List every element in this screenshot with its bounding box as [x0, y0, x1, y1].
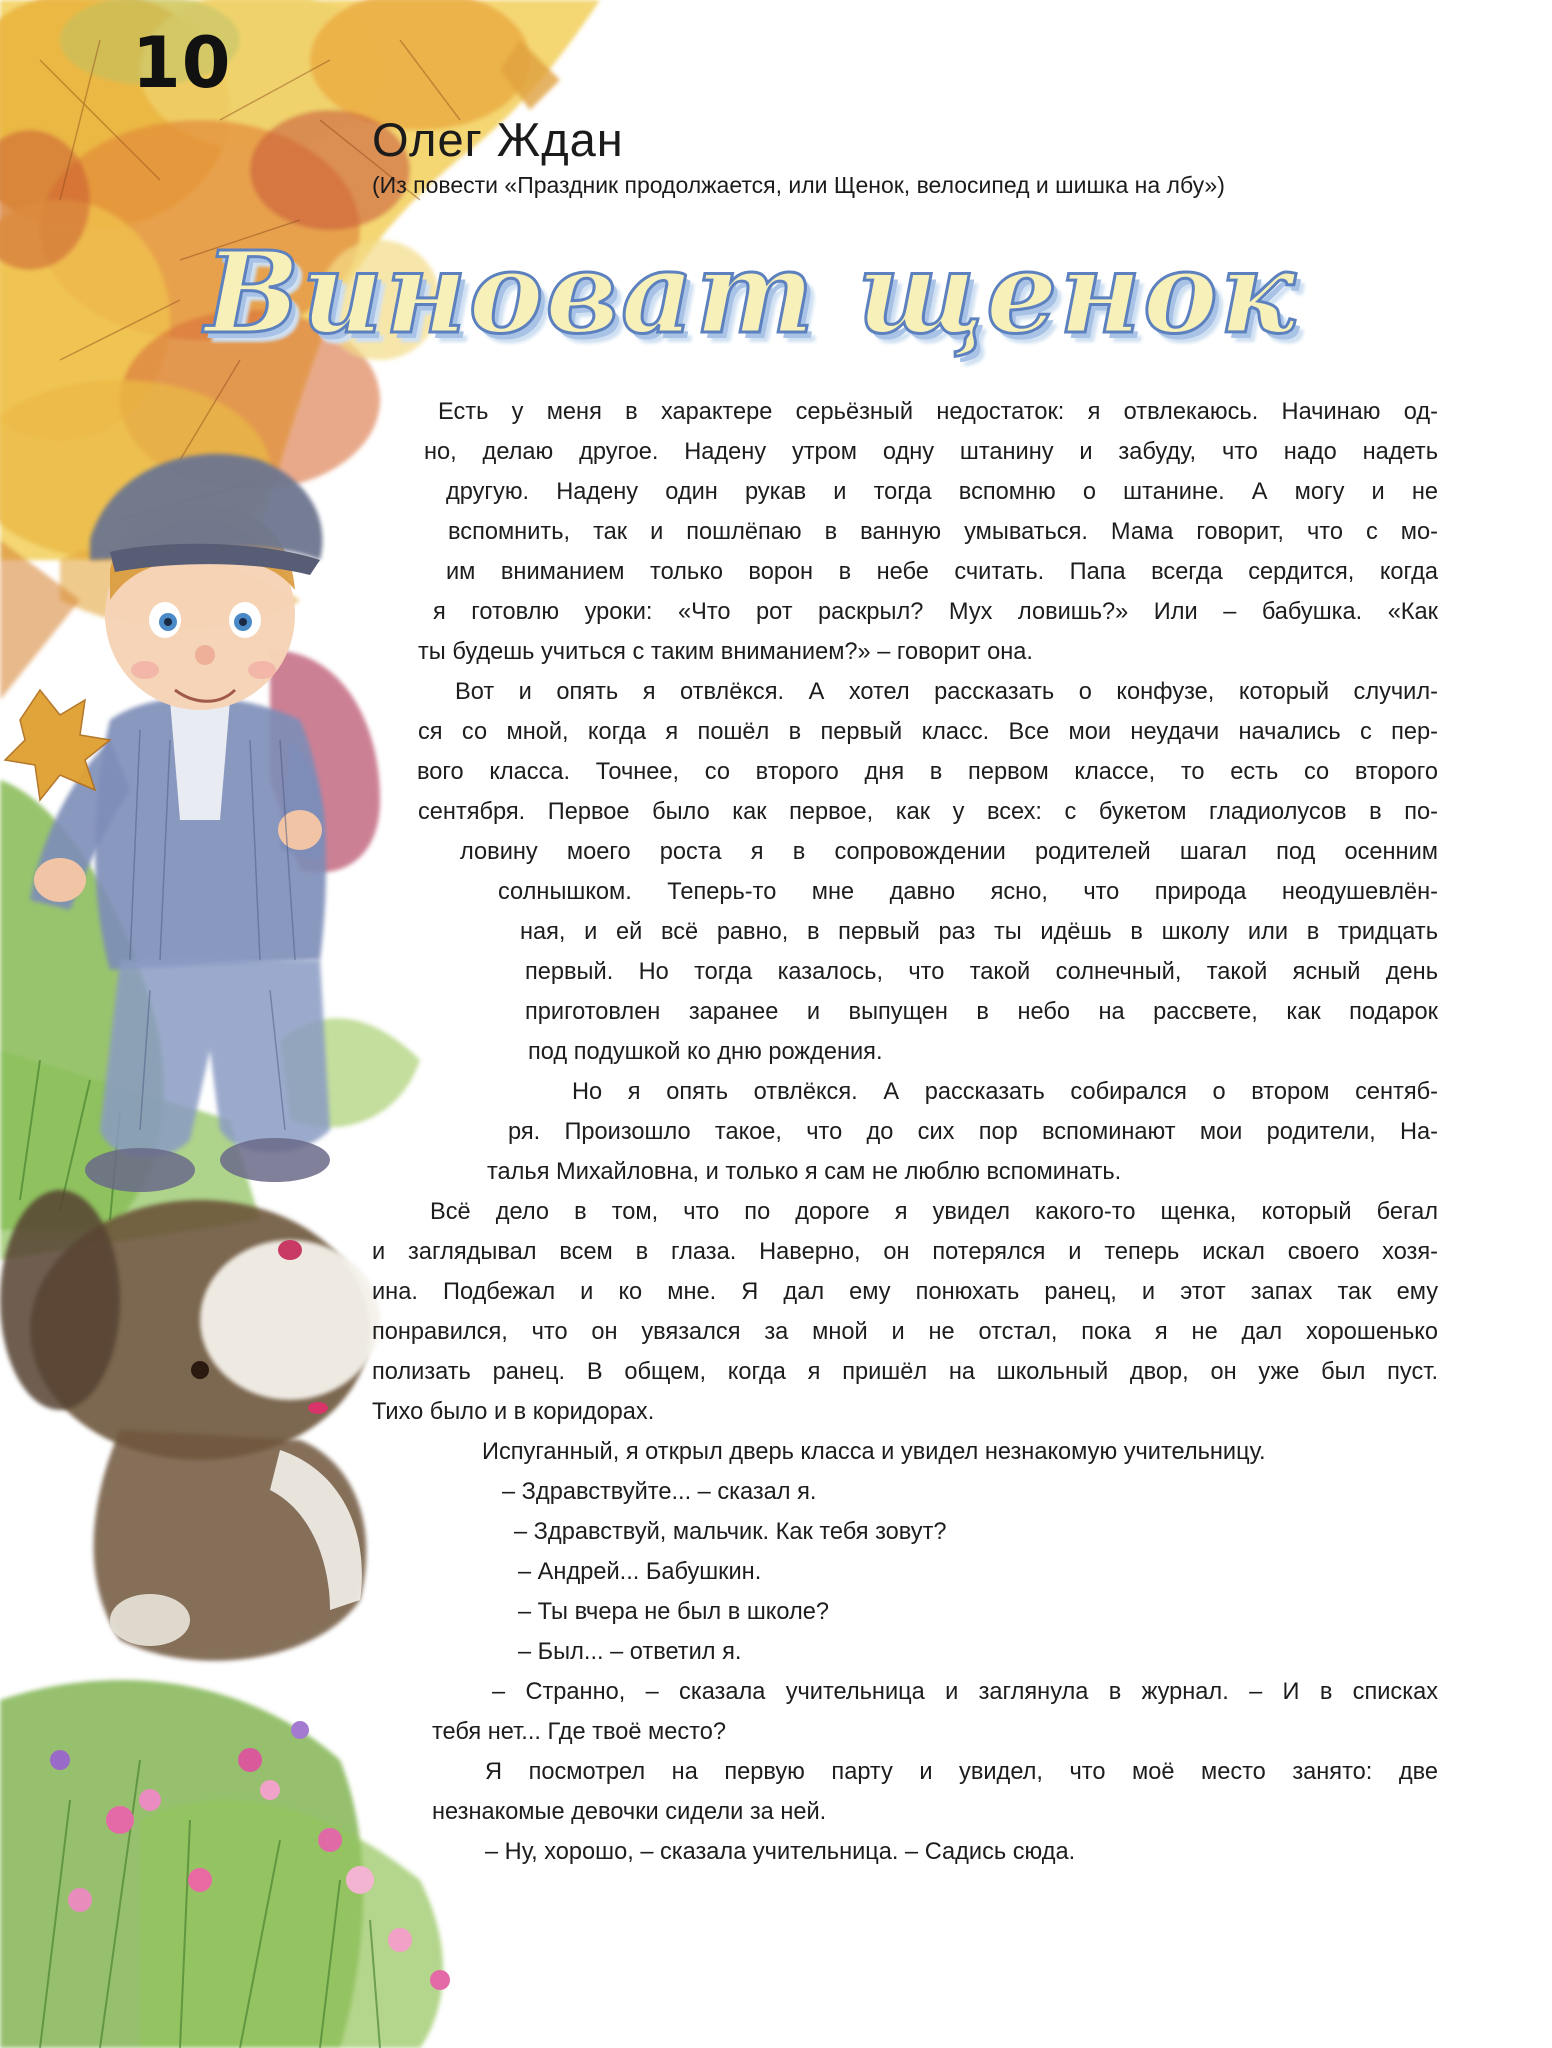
text-line: ся со мной, когда я пошёл в первый класс. Все мои неудачи начались с пер-: [418, 719, 1438, 745]
text-line: Всё дело в том, что по дороге я увидел какого-то щенка, который бегал: [430, 1199, 1438, 1225]
source-note: (Из повести «Праздник продолжается, или Щенок, велосипед и шишка на лбу»): [372, 172, 1225, 198]
text-line: – Был... – ответил я.: [518, 1639, 742, 1665]
text-line: Я посмотрел на первую парту и увидел, что моё место занято: две: [485, 1759, 1438, 1785]
text-line: полизать ранец. В общем, когда я пришёл на школьный двор, он уже был пуст.: [372, 1359, 1438, 1385]
text-line: но, делаю другое. Надену утром одну штанину и забуду, что надо надеть: [424, 439, 1438, 465]
text-line: незнакомые девочки сидели за ней.: [432, 1799, 827, 1825]
text-line: талья Михайловна, и только я сам не люблю вспоминать.: [487, 1159, 1122, 1185]
text-line: Вот и опять я отвлёкся. А хотел рассказать о конфузе, который случил-: [455, 679, 1438, 705]
text-line: первый. Но тогда казалось, что такой солнечный, такой ясный день: [525, 959, 1438, 985]
text-line: тебя нет... Где твоё место?: [432, 1719, 726, 1745]
text-line: ина. Подбежал и ко мне. Я дал ему понюхать ранец, и этот запах так ему: [372, 1279, 1438, 1305]
text-line: Испуганный, я открыл дверь класса и увидел незнакомую учительницу.: [482, 1439, 1266, 1465]
text-line: ты будешь учиться с таким вниманием?» – говорит она.: [418, 639, 1033, 665]
text-line: сентября. Первое было как первое, как у всех: с букетом гладиолусов в по-: [418, 799, 1438, 825]
author-name: Олег Ждан: [372, 113, 624, 166]
text-line: – Здравствуйте... – сказал я.: [502, 1479, 817, 1505]
text-line: под подушкой ко дню рождения.: [528, 1039, 883, 1065]
text-line: ря. Произошло такое, что до сих пор вспоминают мои родители, На-: [508, 1119, 1438, 1145]
text-line: ная, и ей всё равно, в первый раз ты идёшь в школу или в тридцать: [520, 919, 1438, 945]
text-line: – Здравствуй, мальчик. Как тебя зовут?: [514, 1519, 947, 1545]
text-line: Но я опять отвлёкся. А рассказать собирался о втором сентяб-: [572, 1079, 1438, 1105]
text-line: понравился, что он увязался за мной и не отстал, пока я не дал хорошенько: [372, 1319, 1438, 1345]
text-line: – Андрей... Бабушкин.: [518, 1559, 762, 1585]
page-number: 10: [132, 22, 232, 104]
text-line: и заглядывал всем в глаза. Наверно, он потерялся и теперь искал своего хозя-: [372, 1239, 1438, 1265]
text-line: – Странно, – сказала учительница и заглянула в журнал. – И в списках: [492, 1679, 1438, 1705]
text-line: им вниманием только ворон в небе считать. Папа всегда сердится, когда: [446, 559, 1438, 585]
text-line: ловину моего роста я в сопровождении родителей шагал под осенним: [460, 839, 1438, 865]
text-line: вспомнить, так и пошлёпаю в ванную умываться. Мама говорит, что с мо-: [448, 519, 1438, 545]
text-line: Есть у меня в характере серьёзный недостаток: я отвлекаюсь. Начинаю од-: [438, 399, 1438, 425]
text-line: приготовлен заранее и выпущен в небо на рассвете, как подарок: [525, 999, 1438, 1025]
text-line: – Ну, хорошо, – сказала учительница. – Садись сюда.: [485, 1839, 1076, 1865]
text-line: – Ты вчера не был в школе?: [518, 1599, 829, 1625]
text-line: вого класса. Точнее, со второго дня в первом классе, то есть со второго: [417, 759, 1438, 785]
text-line: солнышком. Теперь-то мне давно ясно, что природа неодушевлён-: [498, 879, 1438, 905]
puppy-icon: [0, 1190, 380, 1661]
text-line: Тихо было и в коридорах.: [372, 1399, 655, 1425]
story-title: Виноват щенок: [205, 228, 1298, 359]
text-line: другую. Надену один рукав и тогда вспомню о штанине. А могу и не: [446, 479, 1438, 505]
text-line: я готовлю уроки: «Что рот раскрыл? Мух ловишь?» Или – бабушка. «Как: [433, 599, 1438, 625]
